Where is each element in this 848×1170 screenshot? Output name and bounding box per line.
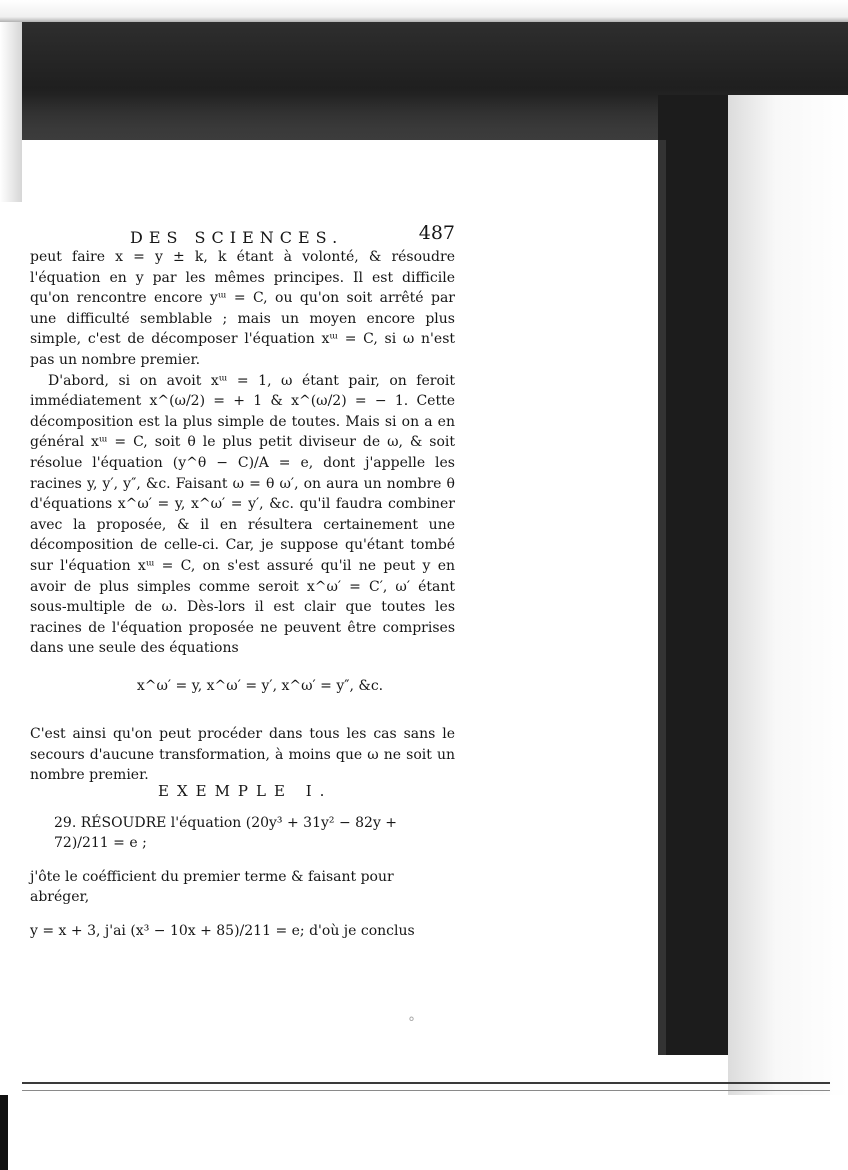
page-number: 487 bbox=[418, 222, 455, 244]
body-text bbox=[30, 247, 455, 659]
scan-edge-right bbox=[728, 95, 848, 1095]
section-line bbox=[54, 813, 455, 853]
paragraph: C'est ainsi qu'on peut procéder dans tous les cas sans le secours d'aucune transformation, à moins que ω ne soit un nombre premier. bbox=[30, 726, 455, 784]
scan-line-bottom bbox=[22, 1082, 830, 1084]
section-line-1: l'équation (20y³ + 31y² − 82y + 72)/211 = e ; bbox=[54, 815, 398, 851]
section-line: j'ôte le coéfficient du premier terme & faisant pour abréger, bbox=[30, 869, 394, 905]
page-edge bbox=[22, 140, 658, 145]
scan-shadow-right bbox=[658, 95, 728, 1055]
example-heading: EXEMPLE I. bbox=[158, 782, 333, 800]
section-lead: RÉSOUDRE bbox=[80, 815, 167, 831]
scan-edge-left bbox=[0, 22, 22, 202]
running-head bbox=[130, 222, 455, 250]
scan-shadow-right-inner bbox=[658, 140, 666, 1055]
section-29 bbox=[30, 813, 455, 941]
scan-line-bottom-faint bbox=[22, 1090, 830, 1091]
scan-edge-bottom-left bbox=[0, 1095, 8, 1170]
centered-equation: x^ω′ = y, x^ω′ = y′, x^ω′ = y″, &c. bbox=[136, 678, 384, 694]
scan-speckle bbox=[22, 95, 722, 140]
ink-smudge: ° bbox=[408, 1015, 415, 1031]
paragraph: peut faire x = y ± k, k étant à volonté, & résoudre l'équation en y par les mêmes principes. Il est difficile qu'on rencontre encore yᵚ = C, ou qu'on soit arrêté par une difficulté semblable ; mais un moyen encore plus simple, c'est de décomposer l'équation xᵚ = C, si ω n'est pas un nombre premier. bbox=[30, 249, 455, 368]
section-number: 29. bbox=[54, 815, 77, 831]
section-line: y = x + 3, j'ai (x³ − 10x + 85)/211 = e; d'où je conclus bbox=[30, 923, 415, 939]
paragraph: D'abord, si on avoit xᵚ = 1, ω étant pair, on feroit immédiatement x^(ω/2) = + 1 & x^(ω/2) = − 1. Cette décomposition est la plus simple de toutes. Mais si on a en général xᵚ = C, soit θ le plus petit diviseur de ω, & soit résolue l'équation (y^θ − C)/A = e, dont j'appelle les racines y, y′, y″, &c. Faisant ω = θ ω′, on aura un nombre θ d'équations x^ω′ = y, x^ω′ = y′, &c. qu'il faudra combiner avec la proposée, & il en résultera certainement une décomposition de celle-ci. Car, je suppose qu'étant tombé sur l'équation xᵚ = C, on s'est assuré qu'il ne peut y en avoir de plus simples comme seroit x^ω′ = C′, ω′ étant sous-multiple de ω. Dès-lors il est clair que toutes les racines de l'équation proposée ne peuvent être comprises dans une seule des équations bbox=[30, 372, 455, 657]
running-head-title: DES SCIENCES. bbox=[130, 228, 344, 247]
scan-edge-top bbox=[0, 0, 848, 24]
